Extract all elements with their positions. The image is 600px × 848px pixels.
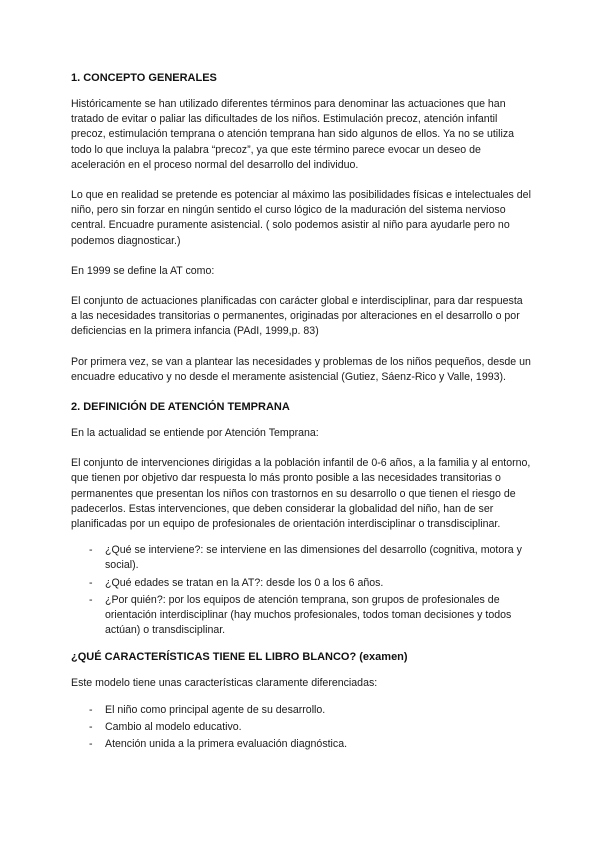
paragraph: El conjunto de intervenciones dirigidas a la población infantil de 0-6 años, a la familia y al entorno, que tienen por objetivo dar respuesta lo más pronto posible a las necesidades transitorias o permanentes que presentan los niños con trastornos en su desarrollo o que tienen el riesgo de padecerlos. Estas intervenciones, que deben considerar la globalidad del niño, han de ser planificadas por un equipo de profesionales de orientación interdisciplinar o transdisciplinar. bbox=[71, 457, 531, 531]
paragraph: El conjunto de actuaciones planificadas con carácter global e interdisciplinar, para dar respuesta a las necesidades transitorias o permanentes, originadas por alteraciones en el desarrollo o por deficiencias en la primera infancia (PAdI, 1999,p. 83) bbox=[71, 295, 523, 338]
list-item-text: El niño como principal agente de su desarrollo. bbox=[105, 703, 326, 716]
paragraph: Este modelo tiene unas características claramente diferenciadas: bbox=[71, 677, 378, 690]
section-conceptos-generales bbox=[71, 71, 531, 385]
list-item bbox=[89, 720, 531, 735]
list-item-text: Atención unida a la primera evaluación diagnóstica. bbox=[105, 738, 348, 751]
dash-bullet: - bbox=[89, 703, 93, 716]
section-heading: 1. CONCEPTO GENERALES bbox=[71, 72, 217, 84]
list-item bbox=[89, 703, 531, 718]
list-item bbox=[89, 576, 531, 591]
list-item-text: ¿Por quién?: por los equipos de atención temprana, son grupos de profesionales de orientación interdisciplinar (hay muchos profesionales, todos toman decisiones y todos actúan) o transdisciplinar. bbox=[105, 593, 512, 637]
list-item bbox=[89, 593, 531, 639]
list-item bbox=[89, 737, 531, 752]
dash-bullet: - bbox=[89, 738, 93, 751]
section-definicion-atencion-temprana bbox=[71, 400, 531, 638]
section-heading-text: ¿QUÉ CARACTERÍSTICAS TIENE EL LIBRO BLANCO? bbox=[71, 651, 357, 664]
paragraph: En 1999 se define la AT como: bbox=[71, 264, 215, 277]
paragraph: Históricamente se han utilizado diferentes términos para denominar las actuaciones que han tratado de evitar o paliar las dificultades de los niños. Estimulación precoz, atención infantil precoz, estimulación temprana o atención temprana han sido algunos de ellos. Ya no se utiliza todo lo que incluya la palabra “precoz”, ya que este término parece evocar un deseo de aceleración en el proceso normal del desarrollo del individuo. bbox=[71, 98, 515, 171]
paragraph: Por primera vez, se van a plantear las necesidades y problemas de los niños pequeños, desde un encuadre educativo y no desde el meramente asistencial (Gutiez, Sáenz-Rico y Valle, 1993). bbox=[71, 355, 531, 383]
dash-bullet: - bbox=[89, 544, 93, 557]
dash-bullet: - bbox=[89, 720, 93, 733]
bullet-list bbox=[71, 543, 531, 638]
paragraph: En la actualidad se entiende por Atención Temprana: bbox=[71, 427, 319, 440]
exam-note: (examen) bbox=[359, 651, 408, 664]
bullet-list bbox=[71, 703, 531, 753]
dash-bullet: - bbox=[89, 593, 93, 606]
list-item-text: Cambio al modelo educativo. bbox=[105, 720, 242, 733]
list-item-text: ¿Qué se interviene?: se interviene en las dimensiones del desarrollo (cognitiva, motora y social). bbox=[105, 544, 522, 572]
section-libro-blanco bbox=[71, 650, 531, 752]
list-item bbox=[89, 543, 531, 573]
document-page bbox=[71, 71, 531, 764]
section-heading: 2. DEFINICIÓN DE ATENCIÓN TEMPRANA bbox=[71, 401, 290, 414]
paragraph: Lo que en realidad se pretende es potenciar al máximo las posibilidades físicas e intelectuales del niño, pero sin forzar en ningún sentido el curso lógico de la maduración del sistema nervioso central. Encuadre puramente asistencial. ( solo podemos asistir al niño para ayudarle pero no podemos diagnosticar.) bbox=[71, 189, 531, 247]
list-item-text: ¿Qué edades se tratan en la AT?: desde los 0 a los 6 años. bbox=[105, 576, 384, 589]
section-heading bbox=[71, 650, 531, 665]
dash-bullet: - bbox=[89, 576, 93, 589]
